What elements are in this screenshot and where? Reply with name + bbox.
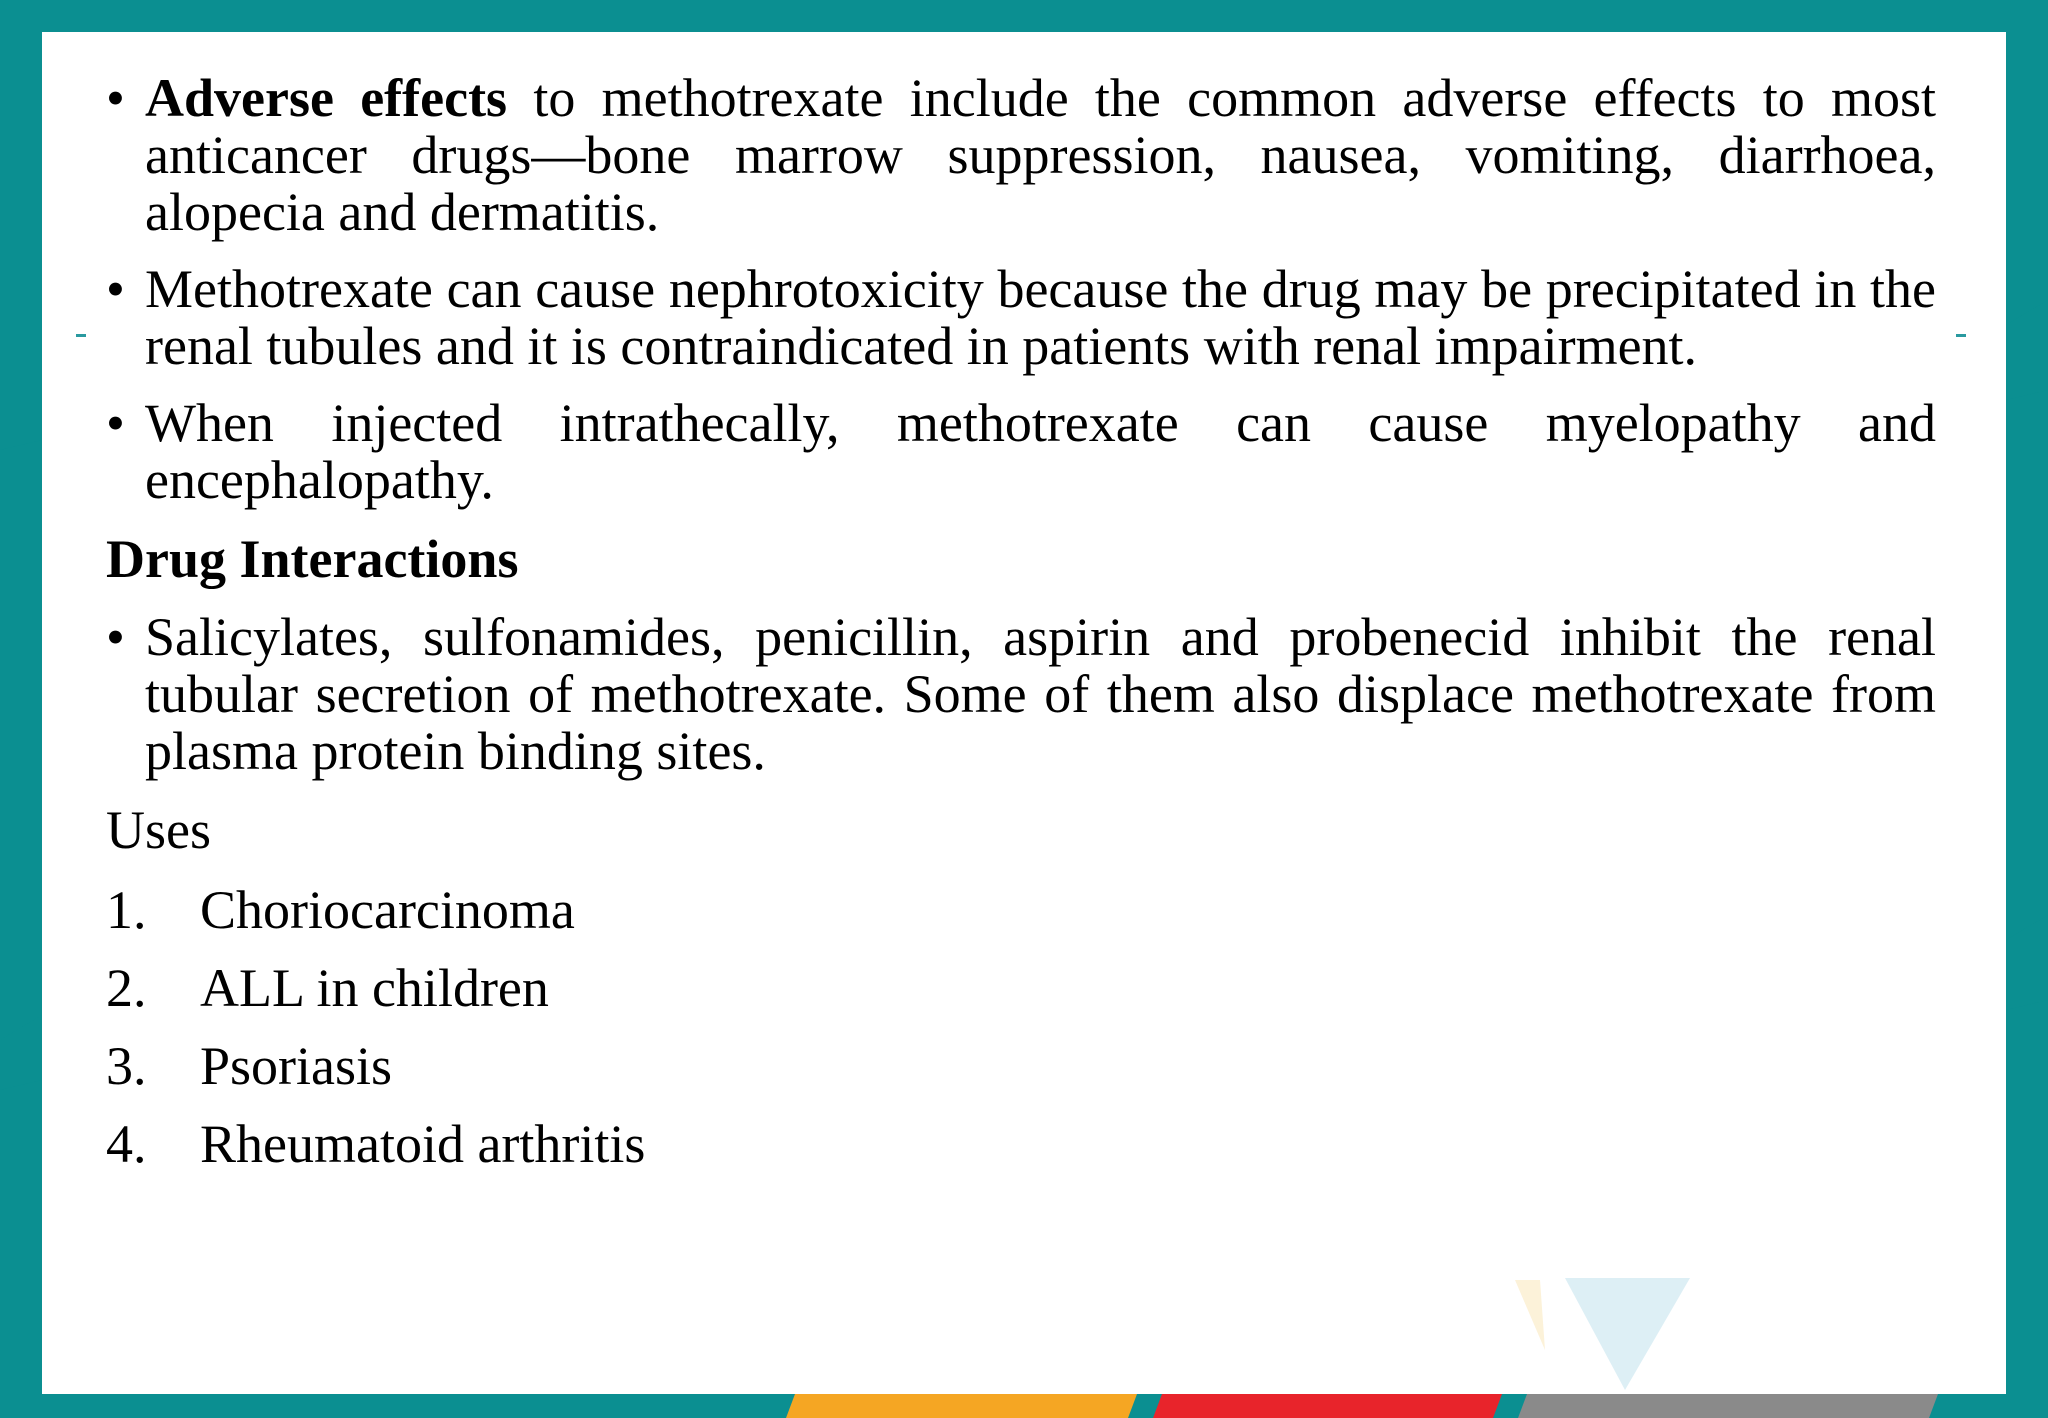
bullet-icon: • <box>106 68 125 128</box>
bullet-icon: • <box>106 393 125 453</box>
bullet-text: When injected intrathecally, methotrexate can cause myelopathy and encephalopathy. <box>145 393 1936 510</box>
list-number: 3. <box>106 1036 147 1096</box>
bullet-icon: • <box>106 259 125 319</box>
list-text: Choriocarcinoma <box>200 880 575 940</box>
uses-heading: Uses <box>106 800 211 860</box>
bullet-adverse-effects <box>106 70 1936 241</box>
list-text: ALL in children <box>200 958 549 1018</box>
bullet-intrathecal <box>106 395 1936 509</box>
bottom-stripe-orange <box>786 1394 1137 1418</box>
left-tick-mark <box>76 334 86 337</box>
bullet-text: Salicylates, sulfonamides, penicillin, aspirin and probenecid inhibit the renal tubular secretion of methotrexate. Some of them also displace methotrexate from plasma protein binding sites. <box>145 607 1936 781</box>
slide-content <box>106 70 1936 1192</box>
drug-interactions-heading: Drug Interactions <box>106 529 519 589</box>
bullet-text: Methotrexate can cause nephrotoxicity because the drug may be precipitated in the renal tubules and it is contraindicated in patients with renal impairment. <box>145 259 1936 376</box>
bullet-text: to methotrexate include the common adverse effects to most anticancer drugs—bone marrow suppression, nausea, vomiting, diarrhoea, alopecia and dermatitis. <box>145 68 1937 242</box>
list-text: Rheumatoid arthritis <box>200 1114 646 1174</box>
bullet-nephrotoxicity <box>106 261 1936 375</box>
uses-list-item <box>106 880 1936 940</box>
list-number: 1. <box>106 880 147 940</box>
bullet-bold-lead: Adverse effects <box>145 68 508 128</box>
uses-list-item <box>106 1036 1936 1096</box>
list-number: 2. <box>106 958 147 1018</box>
bottom-stripe-gray <box>1518 1394 1938 1418</box>
bottom-stripe-red <box>1153 1394 1502 1418</box>
bullet-icon: • <box>106 607 125 667</box>
list-text: Psoriasis <box>200 1036 393 1096</box>
right-tick-mark <box>1956 334 1966 337</box>
bullet-interactions <box>106 609 1936 780</box>
uses-list-item <box>106 1114 1936 1174</box>
list-number: 4. <box>106 1114 147 1174</box>
uses-list-item <box>106 958 1936 1018</box>
